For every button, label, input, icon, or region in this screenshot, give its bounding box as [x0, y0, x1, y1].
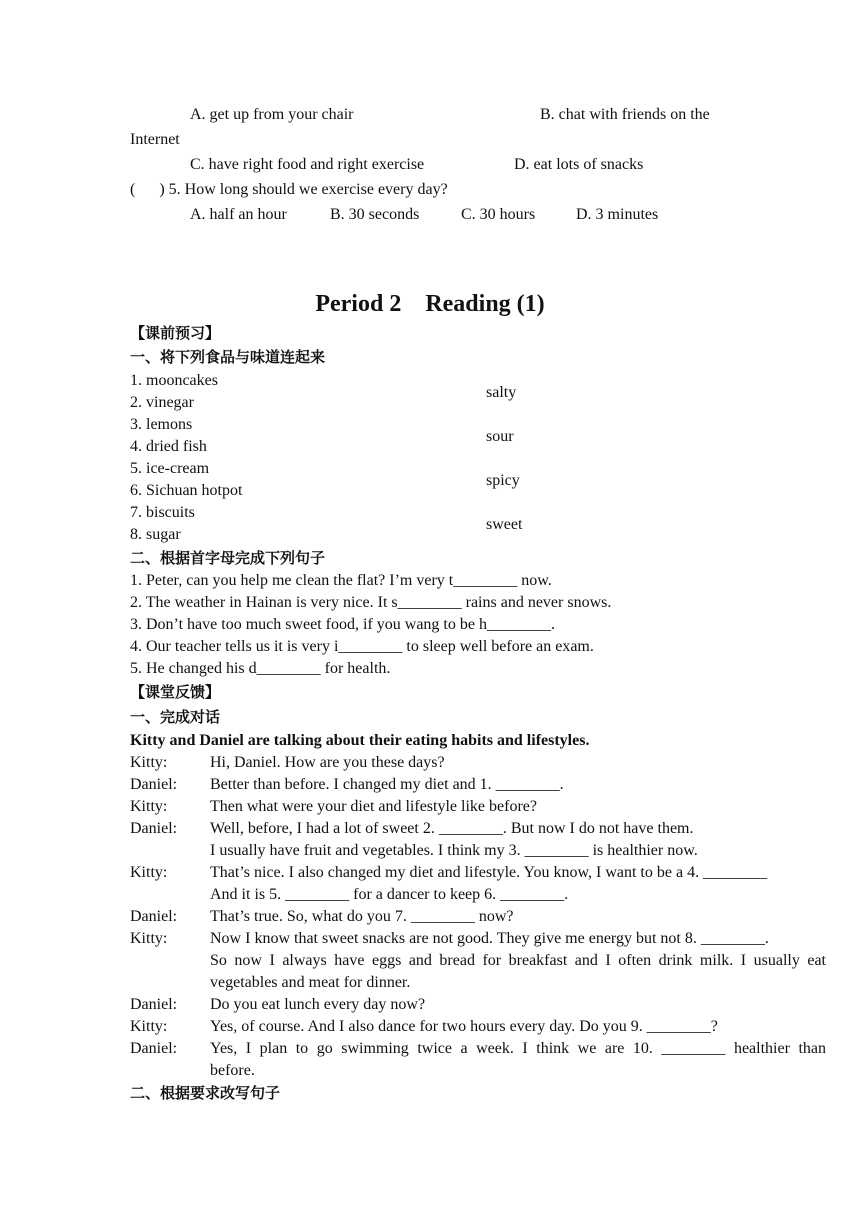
speaker-label: Daniel: [130, 820, 178, 837]
speaker-label: Daniel: [130, 776, 178, 793]
dialogue-task-heading: 一、完成对话 [130, 708, 221, 726]
food-item: 4. dried fish [130, 438, 207, 455]
dialogue-line: Yes, I plan to go swimming twice a week. I think we are 10. ________ healthier than [210, 1040, 826, 1057]
speaker-label: Daniel: [130, 908, 178, 925]
dialogue-line: Do you eat lunch every day now? [210, 996, 426, 1013]
dialogue-line: Better than before. I changed my diet and 1. ________. [210, 776, 564, 793]
q5-stem: ( ) 5. How long should we exercise every day? [130, 181, 448, 198]
dialogue-line: Yes, of course. And I also dance for two hours every day. Do you 9. ________? [210, 1018, 718, 1035]
initial-letter-task-heading: 二、根据首字母完成下列句子 [130, 549, 326, 567]
food-item: 8. sugar [130, 526, 181, 543]
fill-sentence: 1. Peter, can you help me clean the flat? I’m very t________ now. [130, 572, 552, 589]
q5-option-a: A. half an hour [190, 206, 287, 223]
speaker-label: Kitty: [130, 1018, 168, 1035]
speaker-label: Kitty: [130, 930, 168, 947]
speaker-label: Kitty: [130, 864, 168, 881]
dialogue-line: I usually have fruit and vegetables. I think my 3. ________ is healthier now. [210, 842, 698, 859]
dialogue-line: before. [210, 1062, 255, 1079]
dialogue-line: Now I know that sweet snacks are not good. They give me energy but not 8. ________. [210, 930, 769, 947]
q4-option-b: B. chat with friends on the [540, 106, 710, 123]
speaker-label: Kitty: [130, 754, 168, 771]
match-task-heading: 一、将下列食品与味道连起来 [130, 348, 326, 366]
taste-item: sour [486, 428, 514, 445]
dialogue-line: And it is 5. ________ for a dancer to keep 6. ________. [210, 886, 569, 903]
food-item: 5. ice-cream [130, 460, 210, 477]
speaker-label: Daniel: [130, 996, 178, 1013]
q4-option-d: D. eat lots of snacks [514, 156, 644, 173]
food-item: 3. lemons [130, 416, 193, 433]
q5-option-d: D. 3 minutes [576, 206, 659, 223]
rewrite-task-heading: 二、根据要求改写句子 [130, 1084, 281, 1102]
taste-item: sweet [486, 516, 523, 533]
fill-sentence: 2. The weather in Hainan is very nice. It s________ rains and never snows. [130, 594, 612, 611]
food-item: 7. biscuits [130, 504, 195, 521]
fill-sentence: 4. Our teacher tells us it is very i________ to sleep well before an exam. [130, 638, 594, 655]
q4-option-c: C. have right food and right exercise [190, 156, 425, 173]
dialogue-line: vegetables and meat for dinner. [210, 974, 411, 991]
q4-option-b-continued: Internet [130, 131, 180, 148]
q4-option-a: A. get up from your chair [190, 106, 354, 123]
page-title: Period 2 Reading (1) [315, 291, 545, 317]
q5-option-b: B. 30 seconds [330, 206, 420, 223]
food-item: 1. mooncakes [130, 372, 218, 389]
preview-heading: 【课前预习】 [130, 324, 221, 342]
dialogue-intro: Kitty and Daniel are talking about their eating habits and lifestyles. [130, 732, 590, 749]
dialogue-line: So now I always have eggs and bread for breakfast and I often drink milk. I usually eat [210, 952, 826, 969]
taste-item: spicy [486, 472, 520, 489]
fill-sentence: 5. He changed his d________ for health. [130, 660, 391, 677]
speaker-label: Kitty: [130, 798, 168, 815]
dialogue-line: That’s true. So, what do you 7. ________ now? [210, 908, 514, 925]
food-item: 6. Sichuan hotpot [130, 482, 243, 499]
fill-sentence: 3. Don’t have too much sweet food, if you wang to be h________. [130, 616, 555, 633]
dialogue-line: Well, before, I had a lot of sweet 2. ________. But now I do not have them. [210, 820, 694, 837]
dialogue-line: That’s nice. I also changed my diet and lifestyle. You know, I want to be a 4. ________ [210, 864, 768, 881]
dialogue-line: Then what were your diet and lifestyle like before? [210, 798, 537, 815]
q5-option-c: C. 30 hours [461, 206, 536, 223]
speaker-label: Daniel: [130, 1040, 178, 1057]
dialogue-line: Hi, Daniel. How are you these days? [210, 754, 445, 771]
food-item: 2. vinegar [130, 394, 194, 411]
taste-item: salty [486, 384, 517, 401]
feedback-heading: 【课堂反馈】 [130, 683, 221, 701]
